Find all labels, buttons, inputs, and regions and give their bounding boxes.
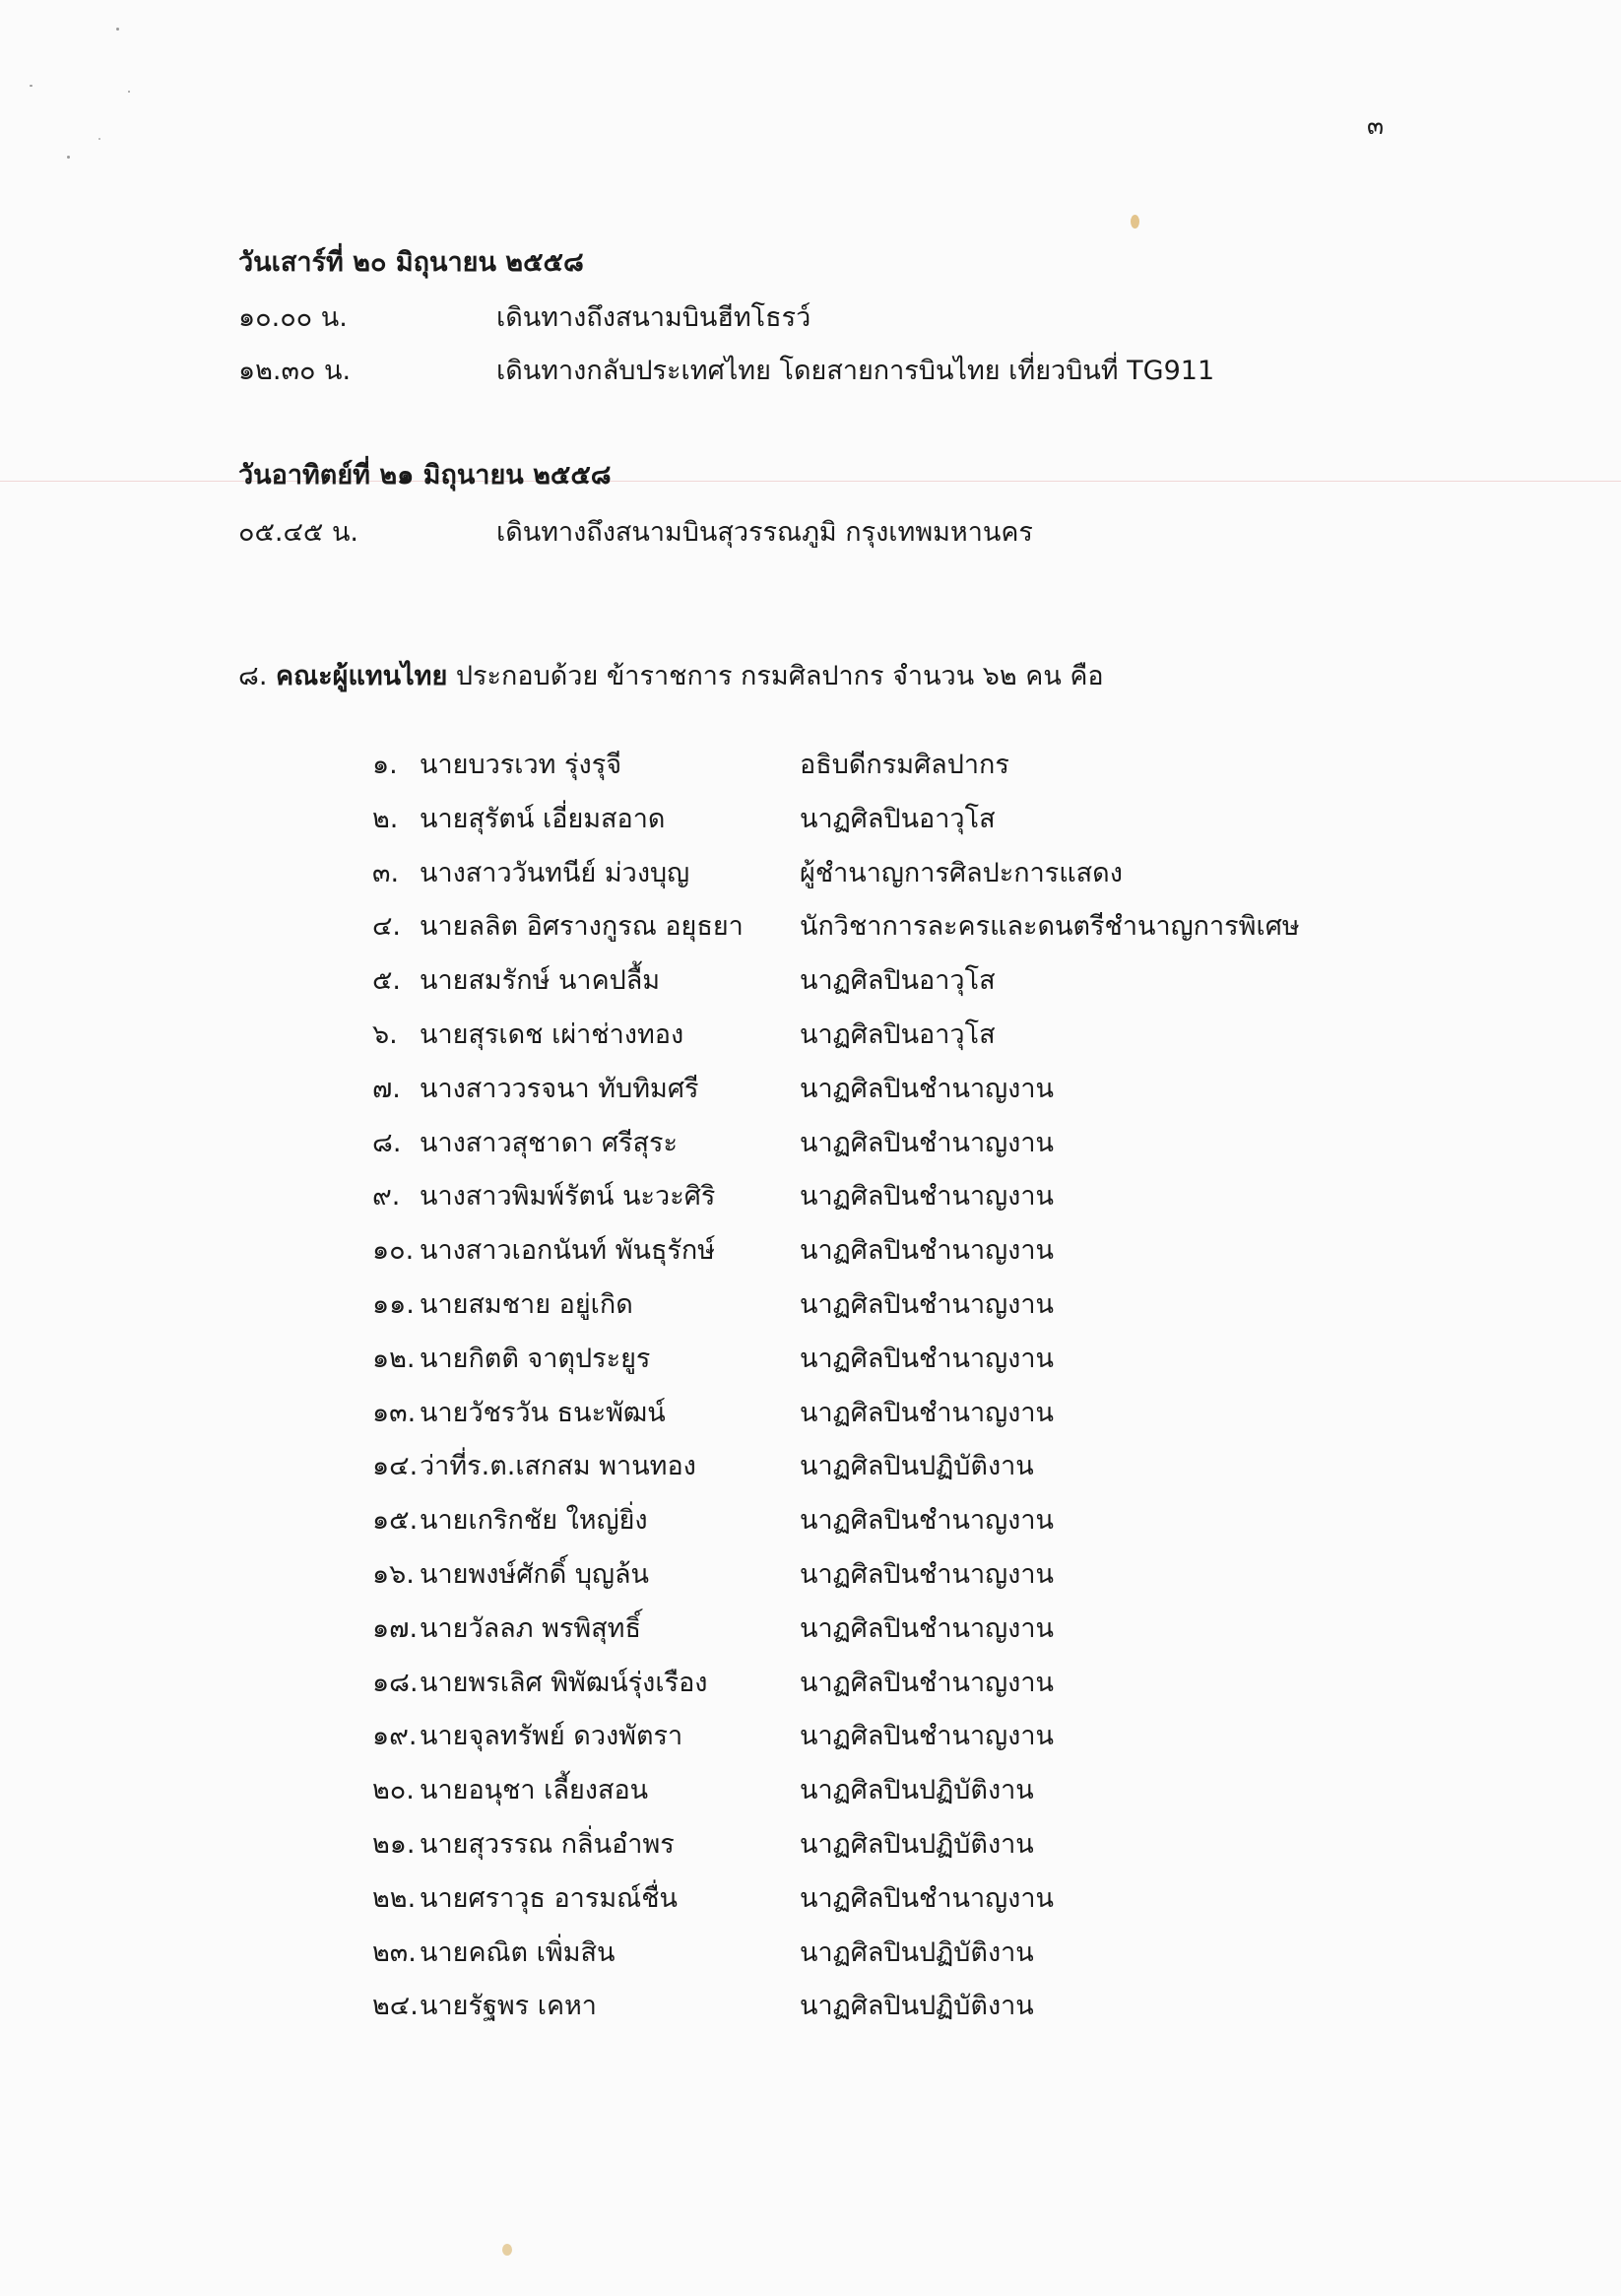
member-position: นาฏศิลปินชำนาญงาน	[800, 1235, 1054, 1267]
member-position: นาฏศิลปินชำนาญงาน	[800, 1181, 1054, 1213]
member-name: นายจุลทรัพย์ ดวงพัตรา	[420, 1721, 683, 1752]
member-number: ๙.	[372, 1181, 401, 1213]
member-number: ๒๐.	[372, 1775, 415, 1806]
member-row	[0, 1876, 1621, 1916]
member-name: นายสมชาย อยู่เกิด	[420, 1289, 633, 1320]
member-name: นายเกริกชัย ใหญ่ยิ่ง	[420, 1505, 648, 1537]
member-name: นางสาวพิมพ์รัตน์ นะวะศิริ	[420, 1181, 716, 1213]
member-number: ๒๓.	[372, 1936, 417, 1968]
schedule-description: เดินทางกลับประเทศไทย โดยสายการบินไทย เที่ยวบินที่ TG911	[496, 356, 1215, 386]
member-row	[0, 958, 1621, 998]
member-name: นายวัลลภ พรพิสุทธิ์	[420, 1612, 641, 1644]
member-row	[0, 1067, 1621, 1106]
member-number: ๑.	[372, 750, 398, 780]
section-heading	[238, 654, 1104, 696]
member-row	[0, 1174, 1621, 1214]
member-position: นาฏศิลปินชำนาญงาน	[800, 1612, 1054, 1644]
scan-speck	[1131, 215, 1139, 229]
member-name: นายกิตติ จาตุประยูร	[420, 1343, 651, 1374]
member-name: นายศราวุธ อารมณ์ชื่น	[420, 1882, 678, 1914]
member-position: นาฏศิลปินปฏิบัติงาน	[800, 1775, 1034, 1806]
schedule-time: ๑๒.๓๐ น.	[238, 356, 352, 386]
schedule-description: เดินทางถึงสนามบินฮีทโธรว์	[496, 302, 811, 333]
member-row	[0, 1498, 1621, 1538]
member-row	[0, 1444, 1621, 1483]
member-name: ว่าที่ร.ต.เสกสม พานทอง	[420, 1451, 696, 1482]
schedule-day-heading: วันเสาร์ที่ ๒๐ มิถุนายน ๒๕๕๘	[238, 247, 584, 278]
member-position: ผู้ชำนาญการศิลปะการแสดง	[800, 857, 1123, 888]
member-name: นางสาวสุชาดา ศรีสุระ	[420, 1127, 678, 1158]
member-position: นาฏศิลปินชำนาญงาน	[800, 1882, 1054, 1914]
member-position: นาฏศิลปินชำนาญงาน	[800, 1721, 1054, 1752]
member-row	[0, 904, 1621, 944]
section-number: ๘.	[238, 661, 268, 691]
member-position: อธิบดีกรมศิลปากร	[800, 750, 1009, 780]
member-name: นางสาววันทนีย์ ม่วงบุญ	[420, 857, 690, 888]
scan-speck	[128, 91, 130, 93]
member-number: ๑๘.	[372, 1667, 419, 1698]
member-position: นาฏศิลปินอาวุโส	[800, 803, 996, 834]
member-number: ๑๐.	[372, 1235, 415, 1267]
member-position: นาฏศิลปินอาวุโส	[800, 1019, 996, 1050]
member-row	[0, 1661, 1621, 1700]
member-row	[0, 1337, 1621, 1376]
member-name: นายรัฐพร เคหา	[420, 1991, 597, 2022]
scan-speck	[67, 156, 70, 159]
member-name: นายพงษ์ศักดิ์ บุญล้น	[420, 1559, 649, 1590]
member-row	[0, 1931, 1621, 1970]
member-row	[0, 1228, 1621, 1268]
member-position: นาฏศิลปินอาวุโส	[800, 965, 996, 997]
member-name: นายอนุชา เลี้ยงสอน	[420, 1775, 649, 1806]
member-row	[0, 1013, 1621, 1052]
member-name: นายสมรักษ์ นาคปลื้ม	[420, 965, 661, 997]
scan-speck	[116, 28, 119, 31]
schedule-description: เดินทางถึงสนามบินสุวรรณภูมิ กรุงเทพมหานคร	[496, 517, 1033, 548]
member-row	[0, 1984, 1621, 2023]
member-number: ๖.	[372, 1019, 398, 1050]
member-name: นายสุรเดช เผ่าช่างทอง	[420, 1019, 684, 1050]
member-name: นายบวรเวท รุ่งรุจี	[420, 750, 622, 780]
member-number: ๒.	[372, 803, 399, 834]
member-name: นายลลิต อิศรางกูรณ อยุธยา	[420, 911, 744, 943]
member-position: นักวิชาการละครและดนตรีชำนาญการพิเศษ	[800, 911, 1300, 943]
member-number: ๑๒.	[372, 1343, 416, 1374]
member-position: นาฏศิลปินชำนาญงาน	[800, 1289, 1054, 1320]
member-number: ๑๑.	[372, 1289, 415, 1320]
member-number: ๒๑.	[372, 1829, 416, 1860]
member-row	[0, 851, 1621, 890]
member-row	[0, 1714, 1621, 1753]
member-row	[0, 797, 1621, 836]
member-position: นาฏศิลปินชำนาญงาน	[800, 1559, 1054, 1590]
member-position: นาฏศิลปินชำนาญงาน	[800, 1073, 1054, 1104]
member-number: ๒๒.	[372, 1882, 417, 1914]
scan-speck	[30, 85, 32, 87]
member-name: นายสุรัตน์ เอี่ยมสอาด	[420, 803, 666, 834]
page-number: ๓	[1367, 111, 1385, 140]
member-position: นาฏศิลปินปฏิบัติงาน	[800, 1936, 1034, 1968]
scan-speck	[98, 138, 100, 140]
schedule-time: ๐๕.๔๕ น.	[238, 517, 358, 548]
member-name: นายสุวรรณ กลิ่นอำพร	[420, 1829, 675, 1860]
member-position: นาฏศิลปินปฏิบัติงาน	[800, 1451, 1034, 1482]
member-position: นาฏศิลปินชำนาญงาน	[800, 1127, 1054, 1158]
member-position: นาฏศิลปินชำนาญงาน	[800, 1397, 1054, 1428]
member-number: ๘.	[372, 1127, 402, 1158]
member-number: ๑๙.	[372, 1721, 418, 1752]
member-number: ๕.	[372, 965, 402, 997]
member-number: ๔.	[372, 911, 402, 943]
member-name: นางสาวเอกนันท์ พันธุรักษ์	[420, 1235, 716, 1267]
member-row	[0, 1552, 1621, 1592]
member-name: นางสาววรจนา ทับทิมศรี	[420, 1073, 699, 1104]
member-row	[0, 1607, 1621, 1646]
section-text: ประกอบด้วย ข้าราชการ กรมศิลปากร จำนวน ๖๒ คน คือ	[455, 661, 1104, 691]
member-number: ๑๓.	[372, 1397, 417, 1428]
member-number: ๒๔.	[372, 1991, 419, 2022]
member-position: นาฏศิลปินชำนาญงาน	[800, 1343, 1054, 1374]
member-row	[0, 1121, 1621, 1160]
scan-speck	[502, 2244, 512, 2256]
member-number: ๑๗.	[372, 1612, 419, 1644]
member-number: ๓.	[372, 857, 400, 888]
member-name: นายวัชรวัน ธนะพัฒน์	[420, 1397, 666, 1428]
schedule-day-heading: วันอาทิตย์ที่ ๒๑ มิถุนายน ๒๕๕๘	[238, 460, 612, 491]
member-position: นาฏศิลปินชำนาญงาน	[800, 1667, 1054, 1698]
member-row	[0, 1391, 1621, 1430]
member-number: ๑๖.	[372, 1559, 415, 1590]
section-title: คณะผู้แทนไทย	[276, 661, 448, 691]
member-number: ๑๔.	[372, 1451, 419, 1482]
member-position: นาฏศิลปินปฏิบัติงาน	[800, 1991, 1034, 2022]
schedule-time: ๑๐.๐๐ น.	[238, 302, 348, 333]
member-position: นาฏศิลปินปฏิบัติงาน	[800, 1829, 1034, 1860]
member-position: นาฏศิลปินชำนาญงาน	[800, 1505, 1054, 1537]
member-row	[0, 1768, 1621, 1807]
member-row	[0, 1822, 1621, 1862]
member-row	[0, 743, 1621, 782]
member-name: นายคณิต เพิ่มสิน	[420, 1936, 616, 1968]
member-number: ๑๕.	[372, 1505, 419, 1537]
member-number: ๗.	[372, 1073, 401, 1104]
member-name: นายพรเลิศ พิพัฒน์รุ่งเรือง	[420, 1667, 708, 1698]
member-row	[0, 1282, 1621, 1322]
